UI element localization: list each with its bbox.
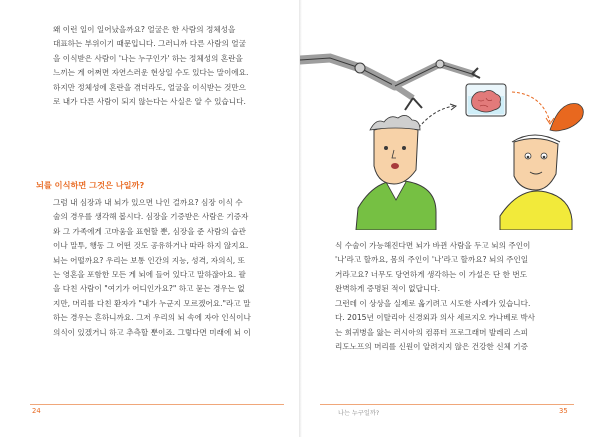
brain-jar-icon <box>466 84 506 116</box>
right-page-number: 35 <box>559 407 568 415</box>
right-paragraph-2: 그런데 이 상상을 실제로 옮기려고 시도한 사례가 있습니다. 다. 2015년 이탈리아 신경외과 의사 세르지오 카나베로 박사 는 희귀병을 앓는 러시아의 컴퓨터 프로그래머 발레리 스피 리도노프의 머리를 신원이 알려지지 않은 건강한 신체 기증 <box>335 299 536 352</box>
robot-arm-icon <box>300 58 480 110</box>
open-head-man-icon <box>356 115 436 230</box>
left-page-number: 24 <box>32 407 41 415</box>
left-paragraph-2: 그럼 내 심장과 내 뇌가 있으면 나인 걸까요? 심장 이식 수 술의 경우를 생각해 봅시다. 심장을 기증받은 사람은 기증자 와 그 가족에게 고마움을 표현할 뿐, 심장을 준 사람의 습관 이나 말투, 행동 그 어떤 것도 공유하거나 따라 하지 않지요. 뇌는 어떨까요? 우리는 보통 인간의 지능, 성격, 자의식, 또 는 영혼을 포함한 모든 게 뇌에 들어 있다고 말하잖아요. 팔 을 다친 사람이 "여기가 어디인가요?" 하고 묻는 경우는 없 지만, 머리를 다친 환자가 "내가 누군지 모르겠어요."라고 말 하는 경우는 흔하니까요. 그저 우리의 뇌 속에 자아 인식이나 의식이 있겠거니 하고 추측할 뿐이죠. 그렇다면 미래에 뇌 이 <box>53 198 251 337</box>
right-footer-rule <box>320 404 574 405</box>
left-paragraph-1: 왜 이런 일이 일어났을까요? 얼굴은 한 사람의 정체성을 대표하는 부위이기 때문입니다. 그러니까 다른 사람의 얼굴 을 이식받은 사람이 '나는 누구인가' 하는 정체성의 혼란을 느끼는 게 어쩌면 자연스러운 현상일 수도 있다는 말이에요. 하지만 정체성에 혼란을 겪더라도, 얼굴을 이식받는 것만으 로 내가 다른 사람이 되지 않는다는 사실은 알 수 있습니다. <box>53 25 249 107</box>
brain-transplant-illustration <box>300 30 590 230</box>
left-footer-rule <box>30 404 284 405</box>
running-head: 나는 누구일까? <box>338 410 380 417</box>
open-head-boy-icon <box>500 104 583 230</box>
section-heading: 뇌를 이식하면 그것은 나일까? <box>36 180 145 190</box>
right-paragraph-1: 식 수술이 가능해진다면 뇌가 바뀐 사람을 두고 뇌의 주인이 '나'라고 할까요, 몸의 주인이 '나'라고 할까요? 뇌의 주인일 거라고요? 너무도 당연하게 생각하는 이 가설은 단 한 번도 완벽하게 증명된 적이 없답니다. <box>335 241 531 294</box>
